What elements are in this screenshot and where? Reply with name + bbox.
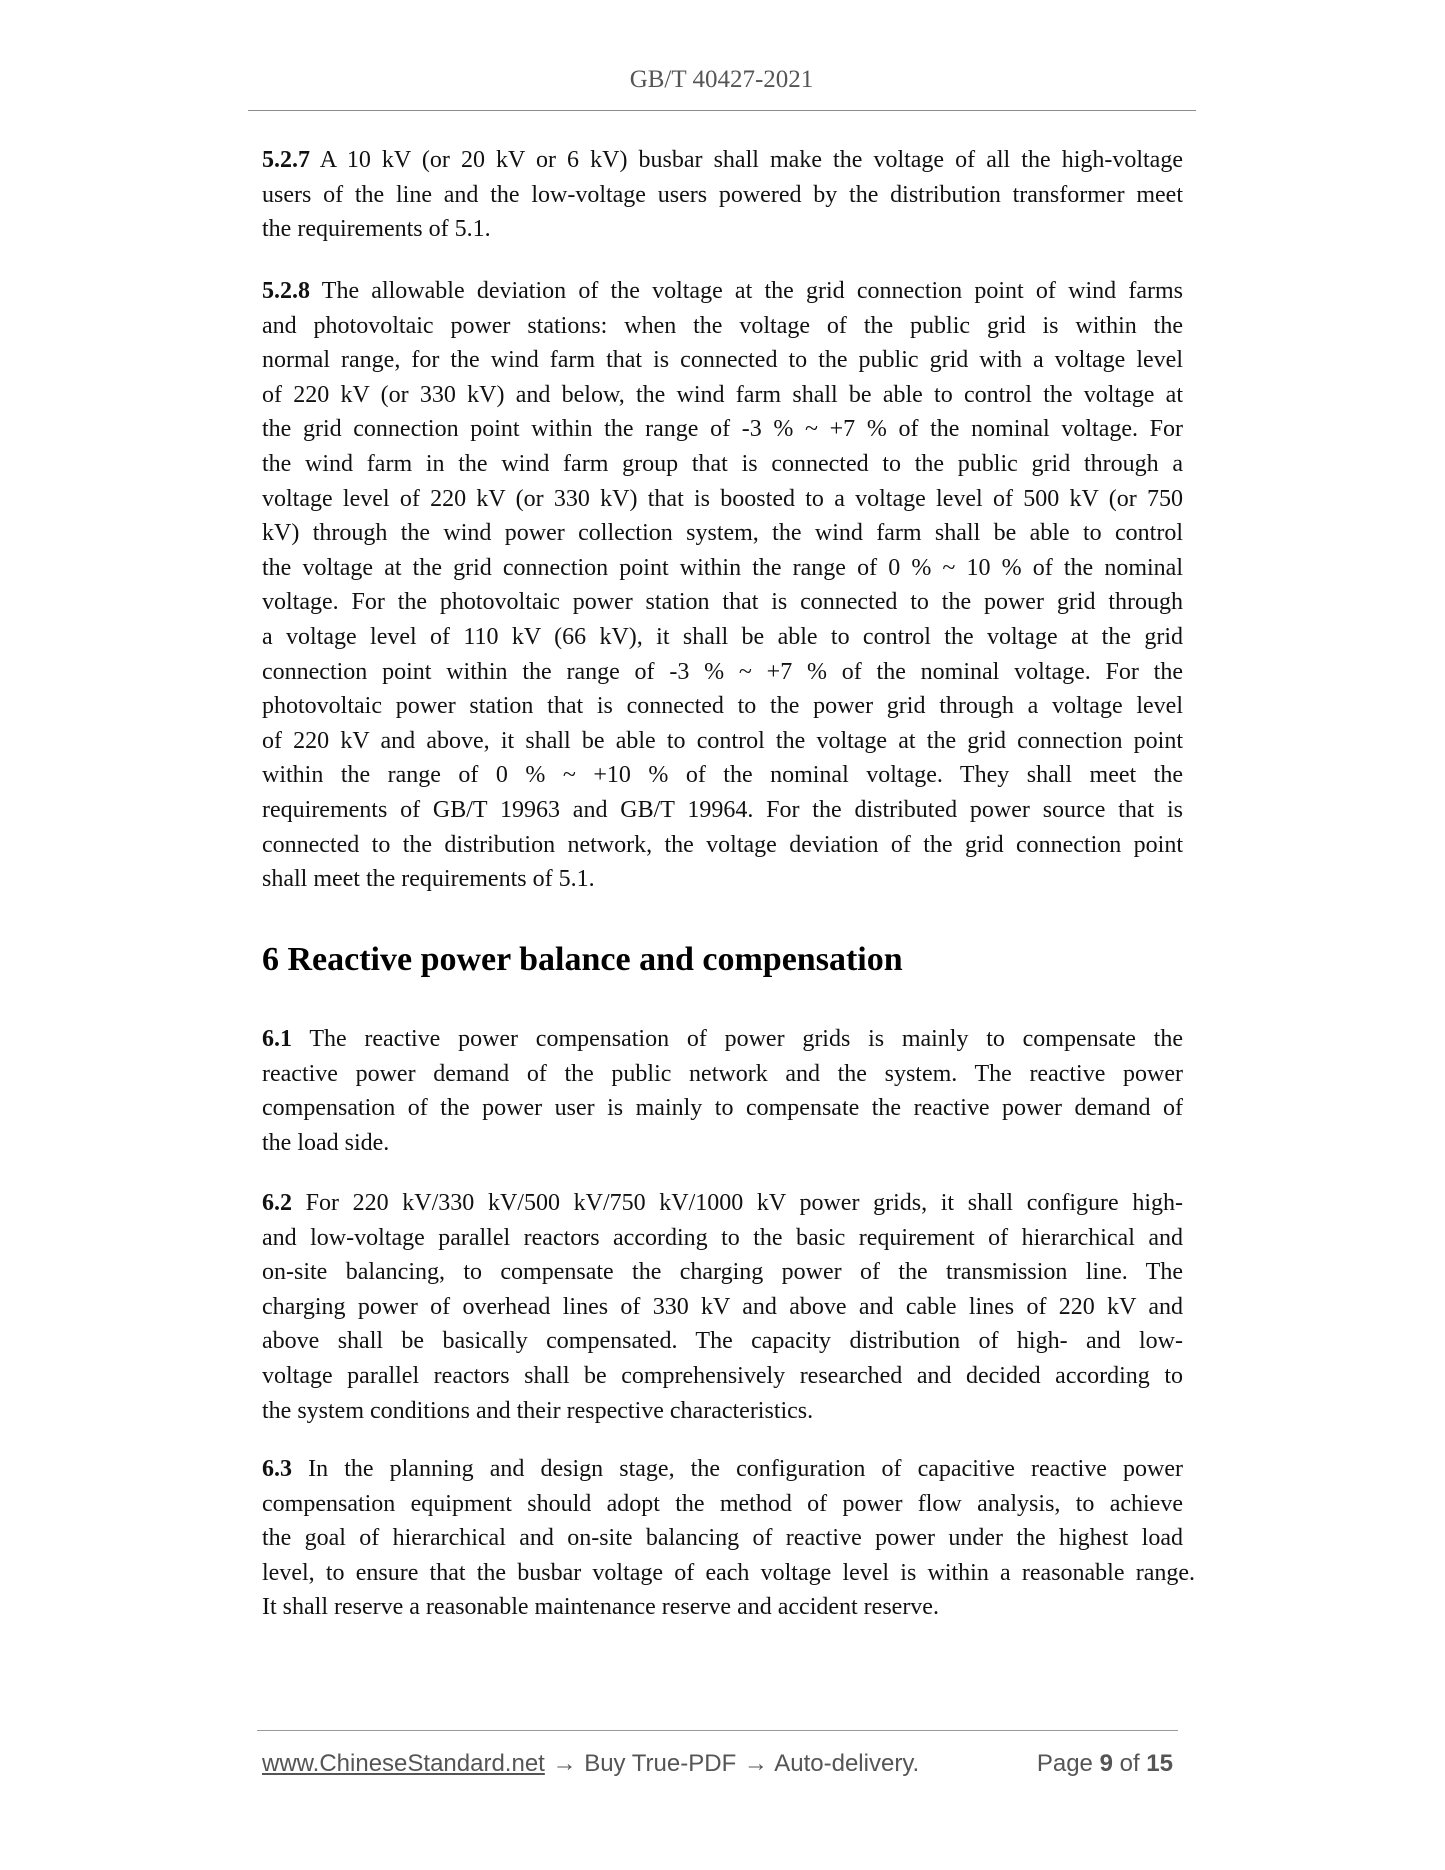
text-line: compensation equipment should adopt the method of power flow analysis, to achieve	[262, 1490, 1183, 1517]
footer-promo	[262, 1749, 919, 1779]
text-line: of 220 kV (or 330 kV) and below, the wind farm shall be able to control the voltage at	[262, 381, 1183, 408]
text-line: charging power of overhead lines of 330 kV and above and cable lines of 220 kV and	[262, 1293, 1183, 1320]
buy-true-pdf-text: Buy True-PDF	[584, 1750, 737, 1777]
of-label: of	[1119, 1750, 1140, 1777]
header-divider	[248, 110, 1196, 111]
text-line: level, to ensure that the busbar voltage of each voltage level is within a reasonable range.	[262, 1559, 1195, 1586]
text-line: It shall reserve a reasonable maintenance reserve and accident reserve.	[262, 1594, 939, 1621]
text-line: the wind farm in the wind farm group that is connected to the public grid through a	[262, 450, 1183, 477]
chinesestandard-link[interactable]: www.ChineseStandard.net	[262, 1750, 545, 1777]
text-line: and low-voltage parallel reactors according to the basic requirement of hierarchical and	[262, 1224, 1183, 1251]
text-line: voltage level of 220 kV (or 330 kV) that is boosted to a voltage level of 500 kV (or 750	[262, 485, 1183, 512]
text-line: kV) through the wind power collection system, the wind farm shall be able to control	[262, 520, 1183, 547]
text-line: 5.2.7 A 10 kV (or 20 kV or 6 kV) busbar shall make the voltage of all the high-voltage	[262, 147, 1183, 173]
text-line: above shall be basically compensated. The capacity distribution of high- and low-	[262, 1328, 1183, 1355]
text-line: within the range of 0 % ~ +10 % of the nominal voltage. They shall meet the	[262, 762, 1183, 789]
text-line: 5.2.8 The allowable deviation of the voltage at the grid connection point of wind farms	[262, 278, 1183, 304]
clause-6-1	[262, 1022, 1183, 1160]
clause-number: 6.3	[262, 1456, 292, 1482]
section-heading: 6 Reactive power balance and compensation	[262, 941, 903, 978]
text-line: 6.3 In the planning and design stage, the configuration of capacitive reactive power	[262, 1456, 1183, 1482]
text-line: requirements of GB/T 19963 and GB/T 19964. For the distributed power source that is	[262, 796, 1183, 823]
text-line: reactive power demand of the public network and the system. The reactive power	[262, 1060, 1183, 1087]
total-pages: 15	[1146, 1750, 1173, 1777]
text-line: and photovoltaic power stations: when the voltage of the public grid is within the	[262, 312, 1183, 339]
text-line: the goal of hierarchical and on-site balancing of reactive power under the highest load	[262, 1525, 1183, 1552]
text-line: 6.1 The reactive power compensation of power grids is mainly to compensate the	[262, 1026, 1183, 1052]
page-number	[1037, 1749, 1173, 1779]
standard-code: GB/T 40427-2021	[629, 66, 814, 93]
clause-5-2-8	[262, 274, 1183, 897]
clause-5-2-7	[262, 143, 1183, 247]
auto-delivery-text: Auto-delivery.	[774, 1750, 920, 1777]
clause-number: 5.2.7	[262, 147, 310, 173]
text-line: a voltage level of 110 kV (66 kV), it shall be able to control the voltage at the grid	[262, 623, 1183, 650]
text-line: the voltage at the grid connection point within the range of 0 % ~ 10 % of the nominal	[262, 554, 1183, 581]
clause-number: 6.1	[262, 1026, 292, 1052]
text-line: 6.2 For 220 kV/330 kV/500 kV/750 kV/1000 kV power grids, it shall configure high-	[262, 1190, 1183, 1216]
text-line: the grid connection point within the range of -3 % ~ +7 % of the nominal voltage. For	[262, 416, 1183, 443]
arrow-right-icon: →	[552, 1750, 577, 1777]
text-line: the load side.	[262, 1129, 390, 1156]
clause-number: 6.2	[262, 1190, 292, 1216]
clause-6-2	[262, 1186, 1183, 1428]
text-line: on-site balancing, to compensate the charging power of the transmission line. The	[262, 1259, 1183, 1286]
text-line: shall meet the requirements of 5.1.	[262, 866, 595, 893]
text-line: voltage. For the photovoltaic power station that is connected to the power grid through	[262, 589, 1183, 616]
arrow-right-icon: →	[743, 1750, 768, 1777]
text-line: the requirements of 5.1.	[262, 216, 491, 243]
page-label: Page	[1036, 1750, 1093, 1777]
footer-divider	[257, 1730, 1178, 1731]
text-line: connected to the distribution network, the voltage deviation of the grid connection point	[262, 831, 1183, 858]
text-line: photovoltaic power station that is connected to the power grid through a voltage level	[262, 693, 1183, 720]
running-header	[0, 65, 1445, 95]
text-line: the system conditions and their respective characteristics.	[262, 1397, 814, 1424]
text-line: of 220 kV and above, it shall be able to control the voltage at the grid connection point	[262, 727, 1183, 754]
current-page: 9	[1099, 1750, 1113, 1777]
clause-number: 5.2.8	[262, 278, 310, 304]
text-line: normal range, for the wind farm that is connected to the public grid with a voltage level	[262, 347, 1183, 374]
text-line: voltage parallel reactors shall be comprehensively researched and decided according to	[262, 1362, 1183, 1389]
text-line: users of the line and the low-voltage users powered by the distribution transformer meet	[262, 181, 1183, 208]
text-line: connection point within the range of -3 % ~ +7 % of the nominal voltage. For the	[262, 658, 1183, 685]
text-line: compensation of the power user is mainly to compensate the reactive power demand of	[262, 1095, 1183, 1122]
clause-6-3	[262, 1452, 1195, 1625]
